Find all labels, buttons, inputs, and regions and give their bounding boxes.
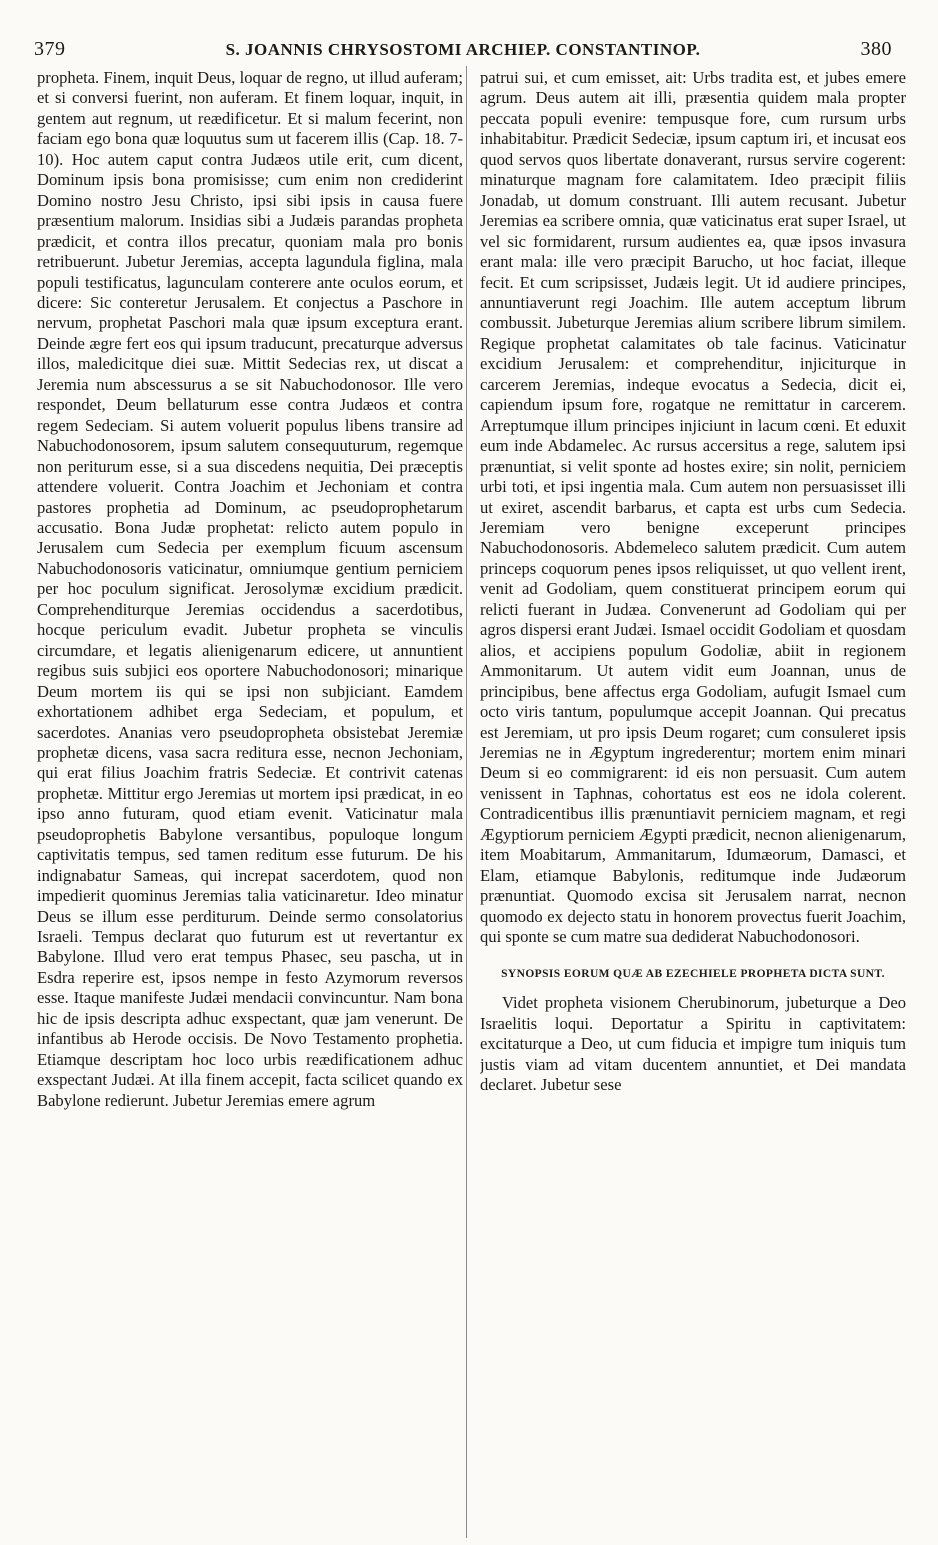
column-divider [466, 66, 467, 1538]
right-page-number: 380 [860, 38, 892, 60]
synopsis-heading: SYNOPSIS EORUM QUÆ AB EZECHIELE PROPHETA DICTA SUNT. [501, 968, 885, 981]
synopsis-text: Videt propheta visionem Cherubinorum, jubeturque a Deo Israelitis loqui. Deportatur a Spiritu in captivitatem: excitaturque a Deo, ut cum fiducia et impigre tum iniquis tum justis viam ad vitam ducentem annuntiet, et Dei mandata declaret. Jubetur sese [480, 993, 906, 1095]
right-column-text: patrui sui, et cum emisset, ait: Urbs tradita est, et jubes emere agrum. Deus autem ait illi, præsentia quidem mala propter peccata populi evenire: tempusque fore, cum rursum urbs inhabitabitur. Prædicit Sedeciæ, ipsum captum iri, et incusat eos quod servos quos libertate donaverant, rursus servire cogerent: minaturque magnam fore calamitatem. Ideo præcipit filiis Jonadab, ut domum construant. Illi autem recusant. Jubetur Jeremias ea scribere omnia, quæ vaticinatus erat super Israel, ut vel sic formidarent, rursum audientes ea, quæ ipsos invasura erant mala: ille vero præcipit Barucho, ut hoc faciat, illeque fecit. Et cum scripsisset, Judæis legit. Ut id audiere principes, annuntiaverunt regi Joachim. Ille autem acceptum librum combussit. Jubeturque Jeremias alium scribere librum similem. Regique prophetat calamitates ob tale facinus. Vaticinatur excidium Jerusalem: et comprehenditur, injiciturque in carcerem Jeremias, indeque evocatus a Sedecia, dicit ei, capiendum ipsum fore, rogatque ne remittatur in carcerem. Arreptumque illum principes injiciunt in lacum cœni. Et eduxit eum inde Abdamelec. Ac rursus accersitus a rege, salutem ipsi prænuntiat, si velit sponte ad hostes exire; sin nolit, perniciem urbi toti, et ipsi ingentia mala. Cum autem non persuasisset illi ut exiret, ascendit barbarus, et capta est urbs cum Sedecia. Jeremiam vero benigne exceperunt principes Nabuchodonosoris. Abdemeleco salutem prædicit. Cum autem princeps coquorum penes ipsos reliquisset, ut quo vellent irent, venit ad Godoliam, quem constituerat principem eorum qui relicti fuerant in Judæa. Convenerunt ad Godoliam qui per agros dispersi erant Judæi. Ismael occidit Godoliam et quosdam alios, et accipiens populum Godoliæ, abiit in regionem Ammonitarum. Ut autem vidit eum Joannan, unus de principibus, bene affectus erga Godoliam, aufugit Ismael cum octo viris tantum, populumque accepit Joannan. Qui precatus est Jeremiam, ut pro ipsis Deum rogaret; cum consuleret ipsis Jeremias ne in Ægyptum ingrederentur; mortem enim minari Deum si eo commigrarent: id eis non persuasit. Cum autem venissent in Taphnas, cohortatus est eos ne idola colerent. Contradicentibus illis prænuntiavit perniciem magnam, et regi Ægyptiorum perniciem Ægypti prædicit, necnon alienigenarum, item Moabitarum, Ammanitarum, Idumæorum, Damasci, et Elam, etiamque Babylonis, reditumque inde Judæorum prænuntiat. Quomodo excisa sit Jerusalem narrat, necnon quomodo ex dejecto statu in honorem provectus fuerit Joachim, qui sponte se cum matre sua dediderat Nabuchodonosori. [480, 68, 906, 947]
page-header [32, 34, 894, 68]
left-column-text: propheta. Finem, inquit Deus, loquar de regno, ut illud auferam; et si conversi fuerint, non auferam. Et finem loquar, inquit, in gentem aut regnum, ut reædificetur. Et si malum fecerint, non faciam ego bona quæ loquutus sum ut facerem illis (Cap. 18. 7-10). Hoc autem caput contra Judæos utile erit, cum dicent, Dominum ipsis bona promisisse; cum enim non crediderint Domino nostro Jesu Christo, ipsi sibi ipsis in causa fuere præsentium malorum. Insidias sibi a Judæis parandas propheta prædicit, et contra illos precatur, quoniam mala pro bonis retribuerunt. Jubetur Jeremias, accepta lagundula figlina, mala populi testificatus, lagunculam conterere ante oculos eorum, et dicere: Sic conteretur Jerusalem. Et conjectus a Paschore in nervum, prophetat Paschori mala quæ ipsum exceptura erant. Deinde ægre fert eos qui ipsum traducunt, precaturque adversus illos, maledicitque diei suæ. Mittit Sedecias rex, ut discat a Jeremia num abscessurus a se sit Nabuchodonosor. Ille vero respondet, Deum bellaturum esse contra Judæos et contra regem Sedeciam. Si autem voluerit populus libens transire ad Nabuchodonosorem, ipsum salutem consequuturum, regemque non periturum esse, si a sua discedens nequitia, Dei præceptis attendere voluerit. Contra Joachim et Jechoniam et contra pastores prophetia ad Dominum, ac pseudoprophetarum accusatio. Bona Judæ prophetat: relicto autem populo in Jerusalem cum Sedecia per exemplum ficuum ascensum Nabuchodonosoris vaticinatur, omniumque gentium perniciem per hoc poculum significat. Jerosolymæ excidium prædicit. Comprehenditurque Jeremias occidendus a sacerdotibus, hocque periculum evadit. Jubetur propheta se vinculis circumdare, et legatis alienigenarum edicere, ut annuntient regibus suis subjici eos oportere Nabuchodonosori; minarique Deum mortem iis qui se ipsi non subjiciant. Eamdem exhortationem adhibet erga Sedeciam, et populum, et sacerdotes. Ananias vero pseudopropheta obsistebat Jeremiæ prophetæ dicens, vasa sacra reditura esse, necnon Jechoniam, qui erat filius Joachim fratris Sedeciæ. Et contrivit catenas prophetæ. Mittitur ergo Jeremias ut mortem ipsi prædicat, in eo ipso anno futuram, quod etiam evenit. Vaticinatur mala pseudoprophetis Babylone versantibus, populoque longum captivitatis tempus, sed tamen reditum esse futurum. De his indignabatur Sameas, qui increpat sacerdotem, quod non impedierit quominus Jeremias talia vaticinaretur. Ideo minatur Deus se illum esse perditurum. Deinde sermo consolatorius Israeli. Tempus declarat quo futurum est ut revertantur ex Babylone. Illud vero erat tempus Phasec, seu pascha, ut in Esdra reperire est, ipsos nempe in festo Azymorum reversos esse. Itaque manifeste Judæi mendacii convincuntur. Nam bona hic de ipsis descripta adhuc exspectant, quæ jam venerunt. De infantibus ab Herode occisis. De Novo Testamento prophetia. Etiamque descriptam hoc loco urbis reædificationem adhuc exspectant Judæi. At illa finem accepit, facta scilicet quando ex Babylone redierunt. Jubetur Jeremias emere agrum [37, 68, 463, 1110]
running-title: S. JOANNIS CHRYSOSTOMI ARCHIEP. CONSTANTINOP. [225, 40, 701, 59]
left-column [37, 68, 463, 1538]
right-column [480, 68, 906, 1538]
left-page-number: 379 [34, 38, 66, 60]
